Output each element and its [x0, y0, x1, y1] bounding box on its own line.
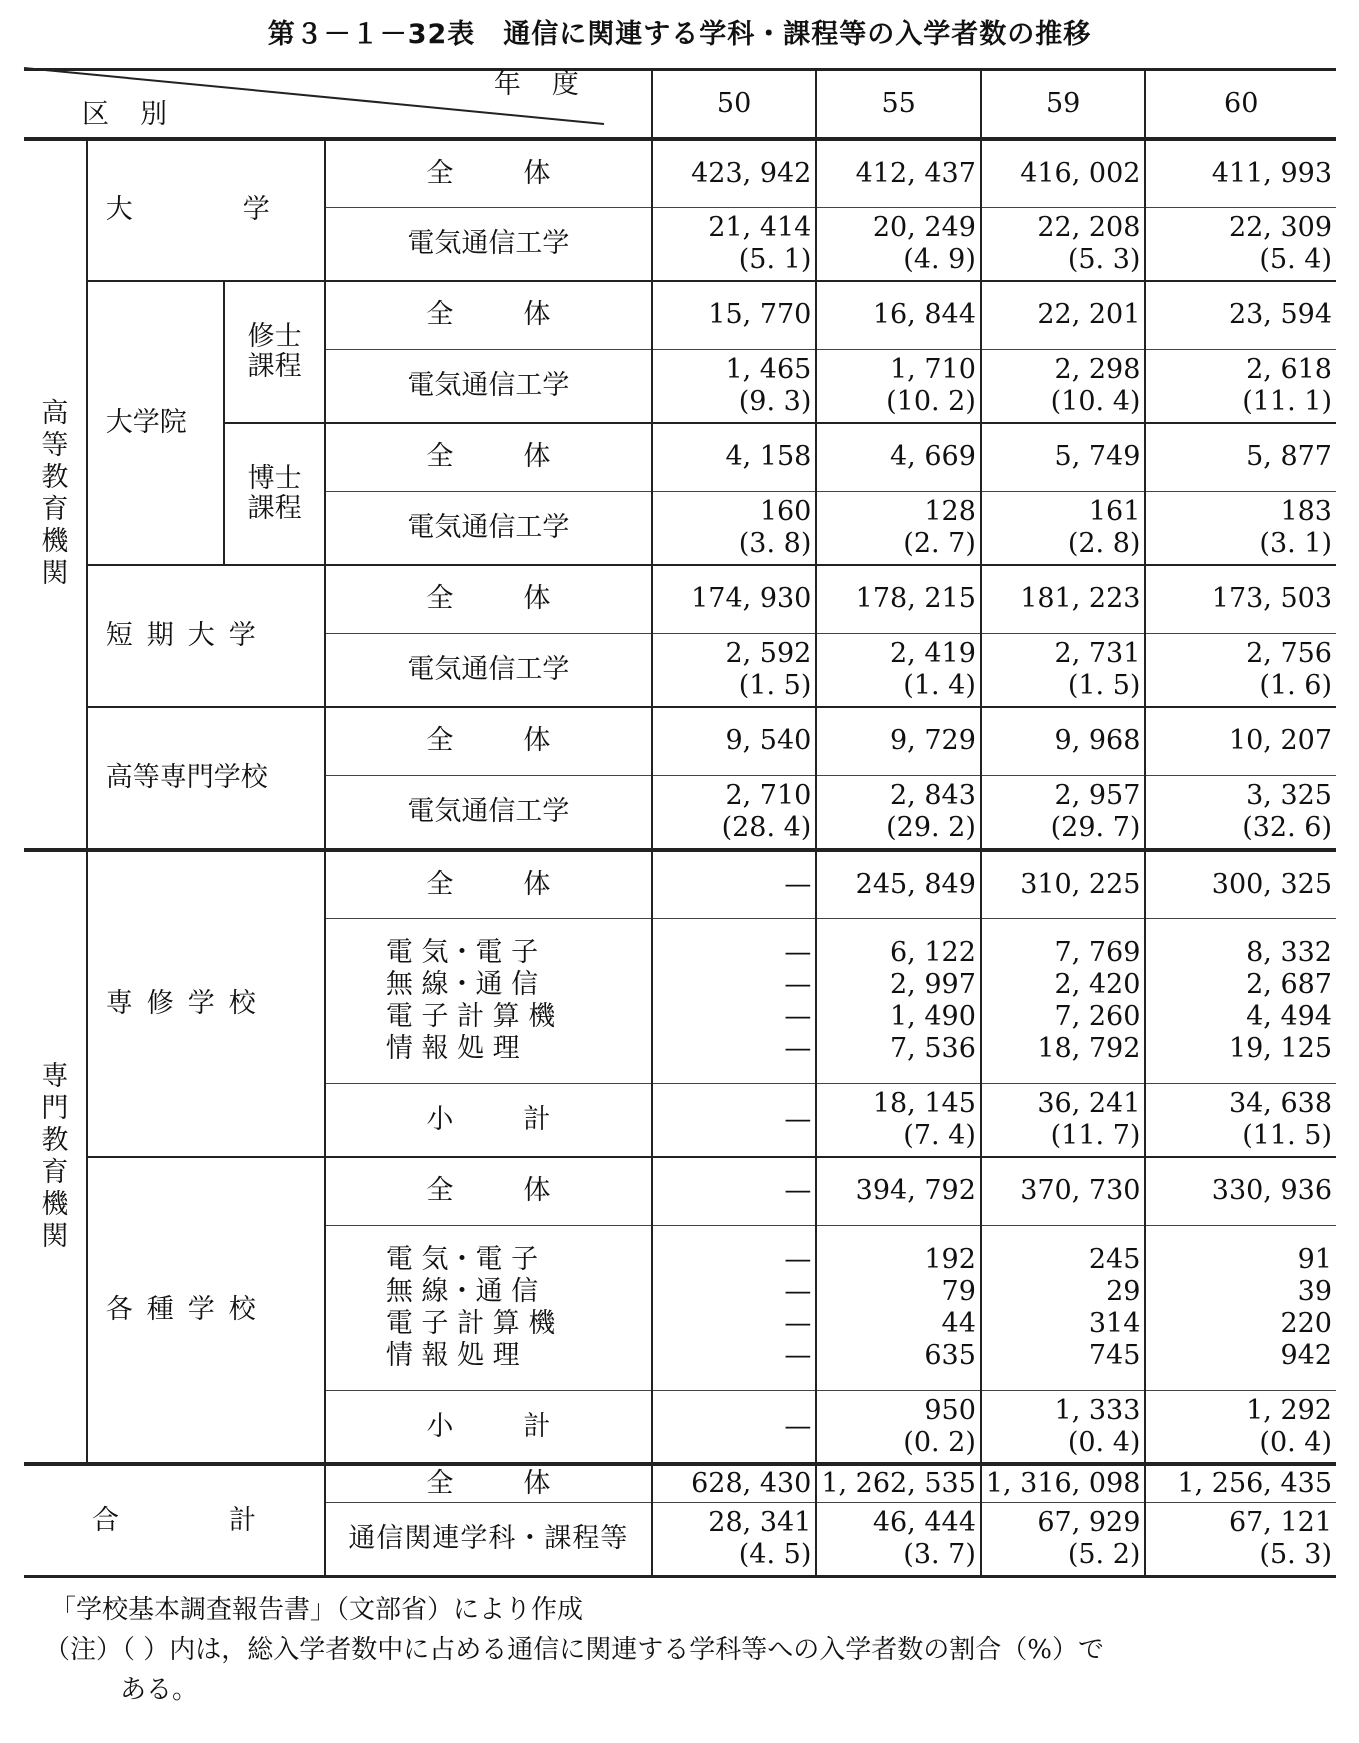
year-header: 60: [1145, 70, 1336, 139]
row-label: 区 別: [82, 99, 169, 130]
year-label: 年 度: [493, 69, 581, 100]
value-cell: 128 (2. 7): [816, 492, 981, 565]
value-cell: 67, 121 (5. 3): [1145, 1503, 1336, 1577]
value-cell: 4, 158: [652, 423, 817, 492]
value-cell: 161 (2. 8): [981, 492, 1146, 565]
value-cell: 310, 225: [981, 850, 1146, 919]
value-cell: 7, 769 2, 420 7, 260 18, 792: [981, 919, 1146, 1084]
zentai-label-b: 体: [523, 1468, 551, 1500]
year-header: 59: [981, 70, 1146, 139]
group-vocational: 専 門 教 育 機 関: [24, 850, 87, 1465]
row-denki: 電気通信工学: [325, 492, 652, 565]
value-cell: 2, 419 (1. 4): [816, 634, 981, 707]
value-cell: 34, 638 (11. 5): [1145, 1084, 1336, 1157]
value-cell: 15, 770: [652, 281, 817, 350]
explanatory-note: （注）（ ）内は，総入学者数中に占める通信に関連する学科等への入学者数の割合（%）で: [44, 1635, 1104, 1665]
row-denki: 電気通信工学: [325, 776, 652, 850]
cat-goukei: 合 計: [24, 1464, 325, 1576]
value-cell: 1, 465 (9. 3): [652, 350, 817, 423]
zentai-label: 全: [426, 725, 454, 757]
value-cell: 394, 792: [816, 1157, 981, 1226]
value-cell: —: [652, 1157, 817, 1226]
value-cell: 3, 325 (32. 6): [1145, 776, 1336, 850]
value-cell: 2, 298 (10. 4): [981, 350, 1146, 423]
table-title: 第３－１－32表 通信に関連する学科・課程等の入学者数の推移: [267, 19, 1092, 50]
value-cell: 178, 215: [816, 565, 981, 634]
value-cell: 2, 731 (1. 5): [981, 634, 1146, 707]
value-cell: —: [652, 1084, 817, 1157]
value-cell: 28, 341 (4. 5): [652, 1503, 817, 1577]
value-cell: 160 (3. 8): [652, 492, 817, 565]
value-cell: 300, 325: [1145, 850, 1336, 919]
value-cell: 2, 957 (29. 7): [981, 776, 1146, 850]
zentai-label: 全: [426, 1175, 454, 1207]
notes: [44, 1590, 1104, 1710]
value-cell: 245, 849: [816, 850, 981, 919]
value-cell: 1, 256, 435: [1145, 1464, 1336, 1502]
value-cell: 8, 332 2, 687 4, 494 19, 125: [1145, 919, 1336, 1084]
row-tsushin: 通信関連学科・課程等: [325, 1503, 652, 1577]
value-cell: —: [652, 1390, 817, 1464]
cat-kakushu: 各種学校: [87, 1157, 325, 1465]
value-cell: 4, 669: [816, 423, 981, 492]
row-denki: 電気通信工学: [325, 634, 652, 707]
cat-tanki: 短期大学: [87, 565, 325, 707]
value-cell: 2, 592 (1. 5): [652, 634, 817, 707]
value-cell: 1, 292 (0. 4): [1145, 1390, 1336, 1464]
value-cell: 330, 936: [1145, 1157, 1336, 1226]
value-cell: 5, 877: [1145, 423, 1336, 492]
value-cell: 412, 437: [816, 139, 981, 208]
value-cell: —: [652, 850, 817, 919]
group-higher: 高 等 教 育 機 関: [24, 139, 87, 850]
cat-shushi: 修士 課程: [224, 281, 325, 423]
value-cell: 628, 430: [652, 1464, 817, 1502]
value-cell: 1, 262, 535: [816, 1464, 981, 1502]
value-cell: 1, 316, 098: [981, 1464, 1146, 1502]
zentai-label: 全: [426, 868, 454, 900]
value-cell: 23, 594: [1145, 281, 1336, 350]
value-cell: 20, 249 (4. 9): [816, 208, 981, 281]
value-cell: 46, 444 (3. 7): [816, 1503, 981, 1577]
value-cell: 18, 145 (7. 4): [816, 1084, 981, 1157]
value-cell: 5, 749: [981, 423, 1146, 492]
zentai-label: 全: [426, 1468, 454, 1500]
value-cell: — — — —: [652, 919, 817, 1084]
value-cell: 423, 942: [652, 139, 817, 208]
value-cell: 21, 414 (5. 1): [652, 208, 817, 281]
zentai-label: 全: [426, 441, 454, 473]
value-cell: 1, 710 (10. 2): [816, 350, 981, 423]
value-cell: 9, 729: [816, 707, 981, 776]
zentai-label-b: 体: [523, 299, 551, 331]
zentai-label-b: 体: [523, 583, 551, 615]
value-cell: 91 39 220 942: [1145, 1226, 1336, 1391]
value-cell: 6, 122 2, 997 1, 490 7, 536: [816, 919, 981, 1084]
value-cell: 22, 309 (5. 4): [1145, 208, 1336, 281]
value-cell: 370, 730: [981, 1157, 1146, 1226]
row-denki: 電気通信工学: [325, 350, 652, 423]
value-cell: 9, 540: [652, 707, 817, 776]
zentai-label-b: 体: [523, 1175, 551, 1207]
year-header: 55: [816, 70, 981, 139]
value-cell: 1, 333 (0. 4): [981, 1390, 1146, 1464]
zentai-label: 全: [426, 157, 454, 189]
row-denki: 電気通信工学: [325, 208, 652, 281]
value-cell: 67, 929 (5. 2): [981, 1503, 1146, 1577]
cat-koutou: 高等専門学校: [87, 707, 325, 850]
row-shoukei: 小 計: [325, 1390, 652, 1464]
row-list: 電 気・電 子 無 線・通 信 電 子 計 算 機 情 報 処 理: [325, 1226, 652, 1391]
value-cell: 2, 756 (1. 6): [1145, 634, 1336, 707]
value-cell: 22, 201: [981, 281, 1146, 350]
value-cell: 181, 223: [981, 565, 1146, 634]
cat-daigaku: 大 学: [87, 139, 325, 281]
zentai-label: 全: [426, 299, 454, 331]
cat-daigakuin: 大学院: [87, 281, 224, 565]
source-note: 「学校基本調査報告書」（文部省）により作成: [50, 1595, 584, 1625]
value-cell: 950 (0. 2): [816, 1390, 981, 1464]
zentai-label-b: 体: [523, 157, 551, 189]
value-cell: 416, 002: [981, 139, 1146, 208]
value-cell: 174, 930: [652, 565, 817, 634]
zentai-label-b: 体: [523, 441, 551, 473]
value-cell: 22, 208 (5. 3): [981, 208, 1146, 281]
cat-senshu: 専修学校: [87, 850, 325, 1157]
explanatory-note-cont: ある。: [120, 1675, 199, 1705]
zentai-label-b: 体: [523, 868, 551, 900]
value-cell: 2, 618 (11. 1): [1145, 350, 1336, 423]
value-cell: — — — —: [652, 1226, 817, 1391]
value-cell: 10, 207: [1145, 707, 1336, 776]
value-cell: 245 29 314 745: [981, 1226, 1146, 1391]
value-cell: 411, 993: [1145, 139, 1336, 208]
cat-hakushi: 博士 課程: [224, 423, 325, 565]
year-header: 50: [652, 70, 817, 139]
value-cell: 173, 503: [1145, 565, 1336, 634]
value-cell: 2, 710 (28. 4): [652, 776, 817, 850]
value-cell: 183 (3. 1): [1145, 492, 1336, 565]
zentai-label-b: 体: [523, 725, 551, 757]
row-list: 電 気・電 子 無 線・通 信 電 子 計 算 機 情 報 処 理: [325, 919, 652, 1084]
value-cell: 36, 241 (11. 7): [981, 1084, 1146, 1157]
value-cell: 192 79 44 635: [816, 1226, 981, 1391]
value-cell: 9, 968: [981, 707, 1146, 776]
value-cell: 2, 843 (29. 2): [816, 776, 981, 850]
row-shoukei: 小 計: [325, 1084, 652, 1157]
zentai-label: 全: [426, 583, 454, 615]
value-cell: 16, 844: [816, 281, 981, 350]
